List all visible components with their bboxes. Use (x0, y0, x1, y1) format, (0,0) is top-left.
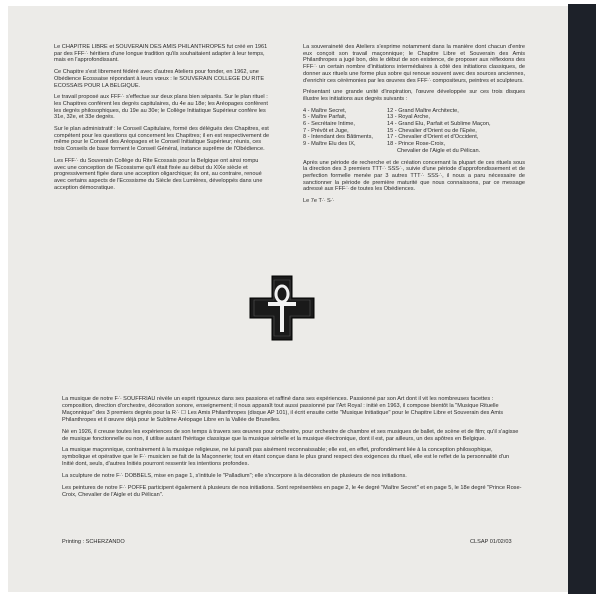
bottom-paragraph: La musique maçonnique, contrairement à la musique religieuse, ne lui paraît pas aisément reconnaissable; elle est, en effet, profondément liée à la conception philosophique, symbolique et opérative que le F∴ musicien se fait de la Maçonnerie; tout en étant conçue dans le plus grand respect des exigences du rituel, elle est le reflet de la personnalité d'un Initié dont, seuls, d'autres Initiés pourront ressentir les intentions profondes. (62, 447, 510, 468)
bottom-paragraph: Les peintures de notre F∴ POFFE participent également à plusieurs de nos initiations. Sont représentées en page 2, le 4e degré "Maître Secret" et en page 5, le 18e degré "Prince Rose-Croix, Chevalier de l'Aigle et du Pélican". (62, 485, 522, 498)
degree-item: 13 - Royal Arche, (387, 114, 430, 121)
left-paragraph: Le CHAPITRE LIBRE et SOUVERAIN DES AMIS PHILANTHROPES fut créé en 1961 par des FFF∴ héritiers d'une longue tradition qu'ils souhaitaient adapter à leur temps, mais en l'approfondissant. (54, 44, 268, 64)
right-paragraph: La souveraineté des Ateliers s'exprime notamment dans la manière dont chacun d'entre eux conçoit son travail maçonnique; le Chapitre Libre et Souverain des Amis Philanthropes a jugé bon, dès le début de son existence, de proposer aux réflexions des FFF∴ un certain nombre d'initiations intermédiaires à côté des initiations classiques, de donner aux rituels une forme plus sobre qui renoue souvent avec des sources anciennes, d'enrichir ces cérémonies par les œuvres des FFF∴ compositeurs, peintres et sculpteurs. (303, 44, 525, 84)
degree-item: 17 - Chevalier d'Orient et d'Occident, (387, 134, 479, 141)
degree-item: 9 - Maître Elu des IX, (303, 141, 356, 148)
left-paragraph: Sur le plan administratif : le Conseil Capitulaire, formé des délégués des Chapitres, est compétent pour les questions qui concernent les Chapitres; il en est respectivement de même pour le Conseil des Aréopages et le Conseil Initiatique Supérieur; réunis, ces trois Conseils de base forment le Conseil Général, instance suprême de l'Obédience. (54, 126, 270, 153)
bottom-paragraph: La sculpture de notre F∴ DOBBELS, mise en page 1, s'intitule le "Palladium"; elle s'incorpore à la décoration de plusieurs de nos initiations. (62, 473, 407, 480)
right-paragraph: Après une période de recherche et de création concernant la plupart de ces rituels sous la direction des 3 premiers TTT∴ SSS∴, suivie d'une période d'approfondissement et de perfection formelle menée par 3 autres TTT∴ SSS∴, il nous a paru nécessaire de sanctionner la période de première maturité que nous connaissons, par ce message adressé aux FFF∴ de toutes les Obédiences. (303, 159, 525, 193)
degree-item: 4 - Maître Secret, (303, 107, 347, 114)
right-text-column (303, 44, 525, 210)
degree-item: 18 - Prince Rose-Croix, (387, 141, 446, 148)
degree-item: 14 - Grand Elu, Parfait et Sublime Maçon, (387, 121, 491, 128)
degree-item: 15 - Chevalier d'Orient ou de l'Epée, (387, 127, 477, 134)
bottom-text-block (62, 396, 522, 504)
bottom-paragraph: Né en 1926, il creuse toutes les expériences de son temps à travers ses œuvres pour orchestre, pour orchestre de chambre et ses musiques de ballet, de scène et de film; qu'il s'agisse de musique fonctionnelle ou non, il utilise autant l'héritage classique que la musique sérielle et la musique électronique, dont il est, par ailleurs, un des apôtres en Belgique. (62, 428, 519, 442)
degree-item: 12 - Grand Maître Architecte, (387, 107, 459, 114)
printing-credit: Printing : SCHERZANDO (62, 539, 125, 545)
degrees-list-left (303, 108, 387, 155)
degree-item: 6 - Secrétaire Intime, (303, 121, 355, 128)
ankh-on-cross-emblem (246, 272, 318, 344)
degree-item: 5 - Maître Parfait, (303, 114, 347, 121)
degree-item: 7 - Prévôt et Juge, (303, 127, 349, 134)
bottom-paragraph: La musique de notre F∴ SOUFFRIAU révèle un esprit rigoureux dans ses passions et raffiné dans ses expériences. Passionné par son Art dont il vit les nombreuses facettes : composition, direction d'orchestre, décoration sonore, enseignement; il nous apparaît tout aussi passionné par l'Art Royal : initié en 1963, il compose bientôt la "Musique Rituelle Maçonnique" des 3 premiers degrés pour la R∴ ☐ Les Amis Philanthropes (disque AP 101), il écrit ensuite cette "Musique Initiatique" pour le Chapitre Libre et Souverain des Amis Philanthropes et il œuvre déjà pour le Sublime Aréopage Libre en la Vallée de Bruxelles. (62, 396, 504, 423)
degree-item: Chevalier de l'Aigle et du Pélican. (397, 147, 481, 154)
degrees-list-right (387, 108, 525, 155)
left-text-column (54, 44, 270, 196)
right-paragraph: Présentant une grande unité d'inspiration, l'œuvre développée sur ces trois disques illustre les initiations aux degrés suivants : (303, 89, 525, 102)
left-paragraph: Les FFF∴ du Souverain Collège du Rite Ecossais pour la Belgique ont ainsi rompu avec une conception de l'Ecossisme qu'il était fixée au début du XIXe siècle et progressivement figée dans une acception oligarchique; ils ont, au contraire, renoué avec certains aspects de l'Ecossisme du Siècle des Lumières, développés dans une acception démocratique. (54, 157, 263, 191)
left-paragraph: Le travail proposé aux FFF∴ s'effectue sur deux plans bien séparés. Sur le plan rituel : les Chapitres confèrent les degrés capitulaires, du 4e au 18e; les Aréopages confèrent les degrés philosophiques, du 19e au 30e; le Collège Initiatique Supérieur confère les 31e, 32e, et 33e degrés. (54, 94, 268, 121)
ankh-stem (280, 302, 284, 332)
signature: Le 7e T∴ S∴ (303, 198, 335, 205)
sleeve-spine (568, 4, 596, 594)
catalog-number: CLSAP 01/02/03 (470, 539, 512, 545)
left-paragraph: Ce Chapitre s'est librement fédéré avec d'autres Ateliers pour fonder, en 1962, une Obédience Ecossaise répondant à leurs vœux : le SOUVERAIN COLLEGE DU RITE ECOSSAIS POUR LA BELGIQUE. (54, 69, 265, 89)
degree-item: 8 - Intendant des Bâtiments, (303, 134, 373, 141)
degrees-list (303, 108, 525, 155)
